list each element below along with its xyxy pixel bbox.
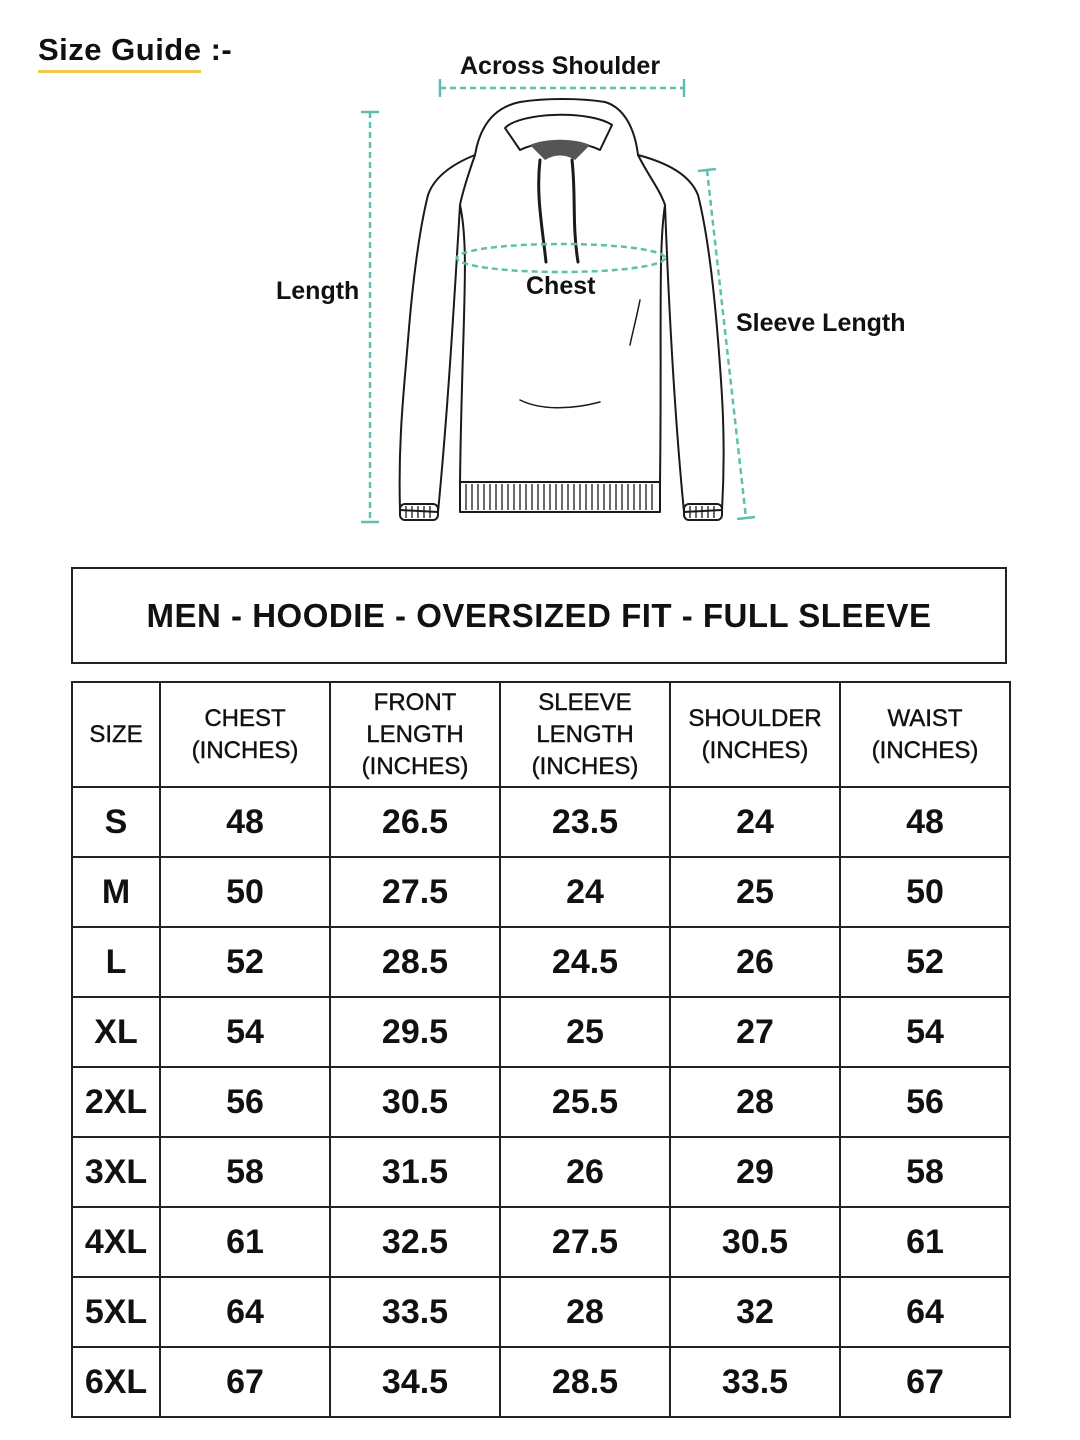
chest-cell: 52: [160, 927, 330, 997]
size-cell: S: [72, 787, 160, 857]
shoulder-cell: 25: [670, 857, 840, 927]
front-length-cell: 29.5: [330, 997, 500, 1067]
chest-cell: 58: [160, 1137, 330, 1207]
waist-cell: 52: [840, 927, 1010, 997]
chest-label: Chest: [526, 272, 596, 300]
waist-cell: 50: [840, 857, 1010, 927]
size-cell: 4XL: [72, 1207, 160, 1277]
shoulder-cell: 27: [670, 997, 840, 1067]
table-row: [72, 1067, 1010, 1137]
waist-cell: 56: [840, 1067, 1010, 1137]
table-row: [72, 927, 1010, 997]
size-cell: XL: [72, 997, 160, 1067]
chest-cell: 54: [160, 997, 330, 1067]
chest-cell: 67: [160, 1347, 330, 1417]
sleeve-length-cell: 27.5: [500, 1207, 670, 1277]
header-shoulder: SHOULDER (INCHES): [670, 682, 840, 787]
front-length-cell: 26.5: [330, 787, 500, 857]
table-row: [72, 787, 1010, 857]
header-sleeve-length: SLEEVE LENGTH (INCHES): [500, 682, 670, 787]
waist-cell: 58: [840, 1137, 1010, 1207]
sleeve-length-cell: 24.5: [500, 927, 670, 997]
sleeve-length-measure-line: [707, 170, 746, 518]
front-length-cell: 34.5: [330, 1347, 500, 1417]
table-header-row: [72, 682, 1010, 787]
table-row: [72, 1347, 1010, 1417]
sleeve-length-cell: 23.5: [500, 787, 670, 857]
chest-measure-ellipse: [457, 244, 665, 272]
front-length-cell: 33.5: [330, 1277, 500, 1347]
hoodie-raglan-left: [460, 155, 475, 205]
header-front-length: FRONT LENGTH (INCHES): [330, 682, 500, 787]
front-length-cell: 28.5: [330, 927, 500, 997]
sleeve-length-tick-top: [698, 169, 716, 171]
size-cell: M: [72, 857, 160, 927]
header-chest: CHEST (INCHES): [160, 682, 330, 787]
sleeve-length-cell: 28: [500, 1277, 670, 1347]
shoulder-cell: 29: [670, 1137, 840, 1207]
table-row: [72, 857, 1010, 927]
size-chart-title: MEN - HOODIE - OVERSIZED FIT - FULL SLEEVE: [71, 567, 1007, 664]
size-cell: 6XL: [72, 1347, 160, 1417]
hoodie-drawstring-right: [572, 160, 578, 262]
size-cell: 3XL: [72, 1137, 160, 1207]
table-row: [72, 997, 1010, 1067]
front-length-cell: 32.5: [330, 1207, 500, 1277]
size-cell: 2XL: [72, 1067, 160, 1137]
table-row: [72, 1137, 1010, 1207]
size-cell: 5XL: [72, 1277, 160, 1347]
sleeve-length-cell: 26: [500, 1137, 670, 1207]
chest-cell: 61: [160, 1207, 330, 1277]
waist-cell: 64: [840, 1277, 1010, 1347]
sleeve-length-cell: 24: [500, 857, 670, 927]
hoodie-drawstring-left: [539, 160, 546, 262]
waist-cell: 54: [840, 997, 1010, 1067]
shoulder-cell: 32: [670, 1277, 840, 1347]
hoodie-body: [400, 155, 724, 512]
shoulder-cell: 33.5: [670, 1347, 840, 1417]
size-cell: L: [72, 927, 160, 997]
hoodie-hem-ribbing: [466, 484, 652, 510]
waist-cell: 61: [840, 1207, 1010, 1277]
chest-cell: 56: [160, 1067, 330, 1137]
sleeve-length-cell: 25: [500, 997, 670, 1067]
sleeve-length-tick-bottom: [737, 517, 755, 519]
size-table: [71, 681, 1011, 1418]
waist-cell: 48: [840, 787, 1010, 857]
front-length-cell: 31.5: [330, 1137, 500, 1207]
header-waist: WAIST (INCHES): [840, 682, 1010, 787]
hoodie-fold-2: [630, 300, 640, 345]
front-length-cell: 30.5: [330, 1067, 500, 1137]
across-shoulder-label: Across Shoulder: [460, 52, 661, 80]
hoodie-measurement-diagram: [0, 0, 1080, 560]
header-size: SIZE: [72, 682, 160, 787]
front-length-cell: 27.5: [330, 857, 500, 927]
size-guide-title-word: Size Guide: [38, 32, 201, 73]
shoulder-cell: 26: [670, 927, 840, 997]
chest-cell: 50: [160, 857, 330, 927]
chest-cell: 64: [160, 1277, 330, 1347]
sleeve-length-cell: 28.5: [500, 1347, 670, 1417]
shoulder-cell: 24: [670, 787, 840, 857]
waist-cell: 67: [840, 1347, 1010, 1417]
chest-cell: 48: [160, 787, 330, 857]
hoodie-neck-shadow: [530, 140, 590, 160]
table-row: [72, 1207, 1010, 1277]
table-row: [72, 1277, 1010, 1347]
length-label: Length: [276, 277, 360, 305]
shoulder-cell: 30.5: [670, 1207, 840, 1277]
sleeve-length-cell: 25.5: [500, 1067, 670, 1137]
shoulder-cell: 28: [670, 1067, 840, 1137]
sleeve-length-label: Sleeve Length: [736, 309, 906, 337]
hoodie-fold: [520, 400, 600, 408]
size-guide-title-suffix: :-: [201, 32, 233, 67]
